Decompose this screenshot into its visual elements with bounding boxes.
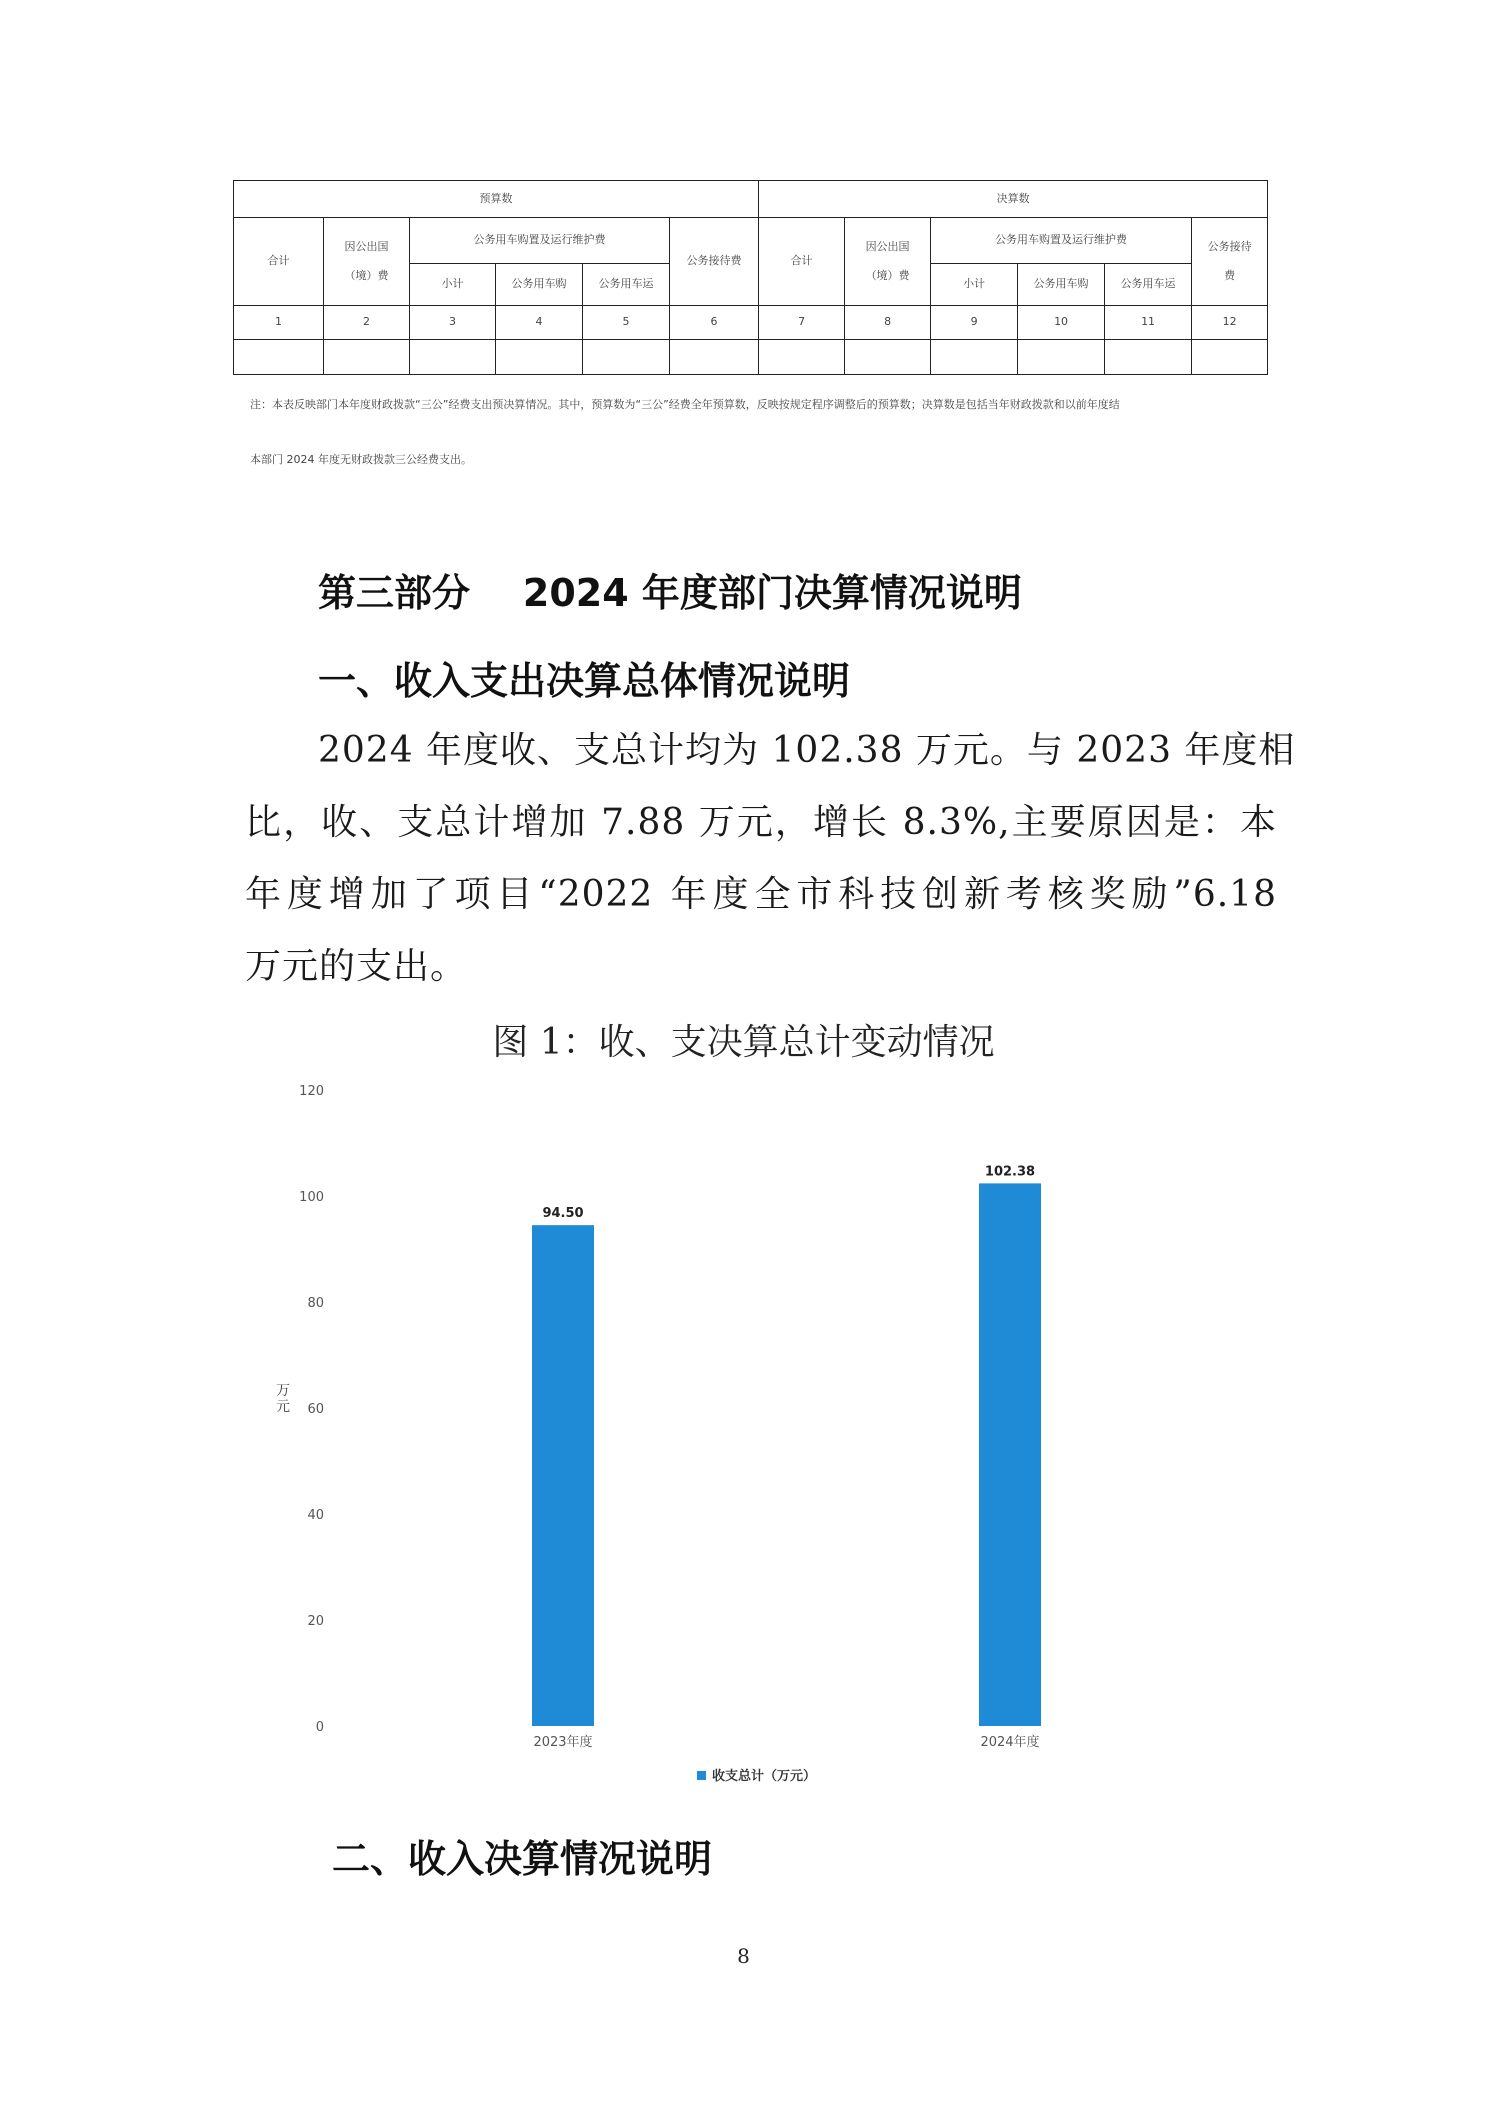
x-category-label: 2023年度 [533, 1735, 593, 1750]
budget-total-header: 合计 [234, 218, 324, 306]
budget-header: 预算数 [234, 181, 759, 218]
column-number: 1 [234, 306, 324, 340]
y-tick-label: 0 [315, 1720, 324, 1735]
column-number: 3 [410, 306, 496, 340]
actual-subtotal-header: 小计 [931, 264, 1018, 306]
actual-purchase-header: 公务用车购 [1018, 264, 1105, 306]
actual-reception-header: 公务接待 费 [1192, 218, 1268, 306]
paragraph-line-2: 比，收、支总计增加 7.88 万元，增长 8.3%,主要原因是：本 [245, 802, 1277, 843]
column-number: 2 [324, 306, 410, 340]
y-tick-label: 40 [307, 1508, 324, 1523]
bar [532, 1225, 594, 1726]
part-three-title: 第三部分 2024 年度部门决算情况说明 [318, 571, 1022, 615]
column-number: 10 [1018, 306, 1105, 340]
budget-abroad-header: 因公出国 （境）费 [324, 218, 410, 306]
legend-swatch [697, 1771, 706, 1780]
actual-total-header: 合计 [759, 218, 845, 306]
table-note-line1: 注：本表反映部门本年度财政拨款“三公”经费支出预决算情况。其中，预算数为“三公”经费全年预算数，反映按规定程序调整后的预算数；决算数是包括当年财政拨款和以前年度结 [250, 398, 1120, 411]
column-number: 4 [496, 306, 583, 340]
legend-label: 收支总计（万元） [712, 1769, 817, 1784]
page-number: 8 [737, 1944, 750, 1968]
y-tick-label: 100 [299, 1190, 324, 1205]
paragraph-line-1: 2024 年度收、支总计均为 102.38 万元。与 2023 年度相 [318, 730, 1296, 771]
column-number: 6 [670, 306, 759, 340]
budget-subtotal-header: 小计 [410, 264, 496, 306]
actual-abroad-header: 因公出国 （境）费 [845, 218, 931, 306]
y-tick-label: 60 [307, 1402, 324, 1417]
bar-value-label: 94.50 [542, 1206, 584, 1222]
y-tick-label: 80 [307, 1296, 324, 1311]
bar-value-label: 102.38 [984, 1164, 1036, 1180]
actual-vehicle-header: 公务用车购置及运行维护费 [931, 218, 1192, 264]
y-axis-label: 万 [276, 1383, 290, 1399]
x-category-label: 2024年度 [980, 1735, 1040, 1750]
y-axis-label: 元 [276, 1399, 290, 1415]
budget-purchase-header: 公务用车购 [496, 264, 583, 306]
y-tick-label: 120 [299, 1084, 324, 1099]
column-number: 7 [759, 306, 845, 340]
budget-reception-header: 公务接待费 [670, 218, 759, 306]
table-note-line2: 本部门 2024 年度无财政拨款三公经费支出。 [250, 453, 472, 466]
bar [979, 1183, 1041, 1726]
actual-operation-header: 公务用车运 [1105, 264, 1192, 306]
column-number: 11 [1105, 306, 1192, 340]
section-one-title: 一、收入支出决算总体情况说明 [318, 659, 851, 703]
figure-title: 图 1：收、支决算总计变动情况 [492, 1022, 995, 1063]
actual-header: 决算数 [759, 181, 1268, 218]
section-two-title: 二、收入决算情况说明 [332, 1837, 713, 1881]
paragraph-line-3: 年度增加了项目“2022 年度全市科技创新考核奖励”6.18 [245, 874, 1277, 915]
budget-vehicle-header: 公务用车购置及运行维护费 [410, 218, 670, 264]
budget-operation-header: 公务用车运 [583, 264, 670, 306]
column-number: 5 [583, 306, 670, 340]
column-number: 8 [845, 306, 931, 340]
column-number: 9 [931, 306, 1018, 340]
y-tick-label: 20 [307, 1614, 324, 1629]
paragraph-line-4: 万元的支出。 [245, 946, 468, 987]
column-number: 12 [1192, 306, 1268, 340]
